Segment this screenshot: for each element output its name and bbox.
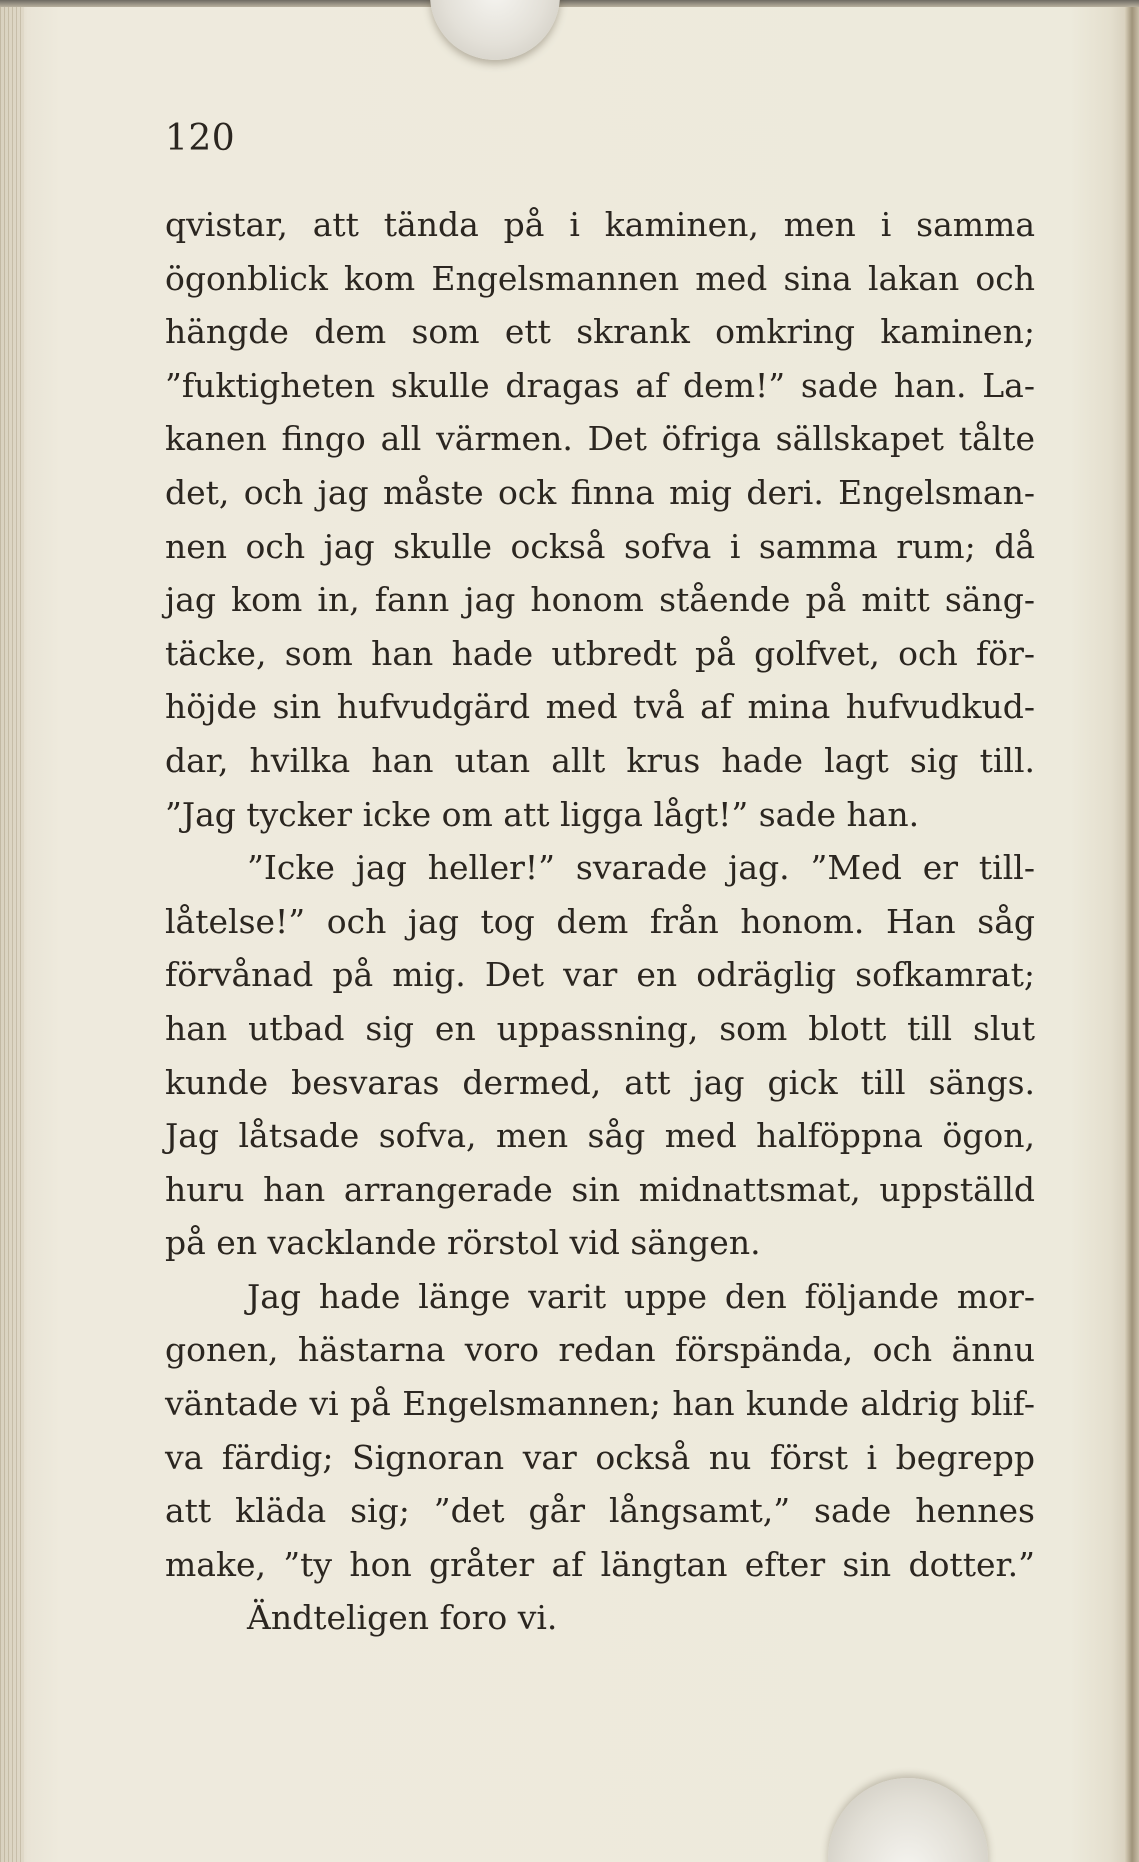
text-line: Jag hade länge varit uppe den följande mor- (247, 1276, 1035, 1316)
text-line: ”Icke jag heller!” svarade jag. ”Med er till- (247, 848, 1035, 888)
body-text (165, 198, 1035, 1645)
text-line: ögonblick kom Engelsmannen med sina lakan och (165, 258, 1035, 298)
text-line: nen och jag skulle också sofva i samma rum; då (165, 526, 1035, 566)
text-line: Jag låtsade sofva, men såg med halföppna ögon, (165, 1116, 1035, 1156)
text-line: make, ”ty hon gråter af längtan efter sin dotter.” (165, 1544, 1035, 1584)
text-line: ”fuktigheten skulle dragas af dem!” sade han. La- (165, 365, 1035, 405)
text-line: han utbad sig en uppassning, som blott till slut (165, 1008, 1035, 1048)
text-line: höjde sin hufvudgärd med två af mina hufvudkud- (165, 687, 1035, 727)
text-line: jag kom in, fann jag honom stående på mitt säng- (165, 580, 1035, 620)
text-line: kanen fingo all värmen. Det öfriga sällskapet tålte (165, 419, 1035, 459)
text-line: Ändteligen foro vi. (247, 1598, 558, 1638)
text-line: va färdig; Signoran var också nu först i begrepp (165, 1437, 1035, 1477)
book-spine-edge (0, 0, 24, 1862)
text-line: på en vacklande rörstol vid sängen. (165, 1223, 761, 1263)
top-clip (430, 0, 560, 60)
page-right-edge (1125, 0, 1139, 1862)
page-number: 120 (165, 118, 236, 159)
text-line: qvistar, att tända på i kaminen, men i samma (165, 205, 1035, 244)
bottom-clip (828, 1778, 988, 1862)
text-line: dar, hvilka han utan allt krus hade lagt sig till. (165, 740, 1035, 780)
text-line: att kläda sig; ”det går långsamt,” sade hennes (165, 1491, 1035, 1531)
text-line: täcke, som han hade utbredt på golfvet, och för- (165, 633, 1035, 673)
page-top-edge (0, 0, 1139, 7)
text-line: det, och jag måste ock finna mig deri. Engelsman- (165, 472, 1035, 512)
text-line: ”Jag tycker icke om att ligga lågt!” sade han. (165, 794, 920, 834)
text-line: väntade vi på Engelsmannen; han kunde aldrig blif- (165, 1384, 1035, 1424)
text-line: kunde besvaras dermed, att jag gick till sängs. (165, 1062, 1035, 1102)
text-line: gonen, hästarna voro redan förspända, och ännu (165, 1330, 1035, 1370)
text-line: förvånad på mig. Det var en odräglig sofkamrat; (165, 955, 1035, 995)
text-line: huru han arrangerade sin midnattsmat, uppställd (165, 1169, 1035, 1209)
text-line: låtelse!” och jag tog dem från honom. Han såg (165, 901, 1035, 941)
text-line: hängde dem som ett skrank omkring kaminen; (165, 312, 1035, 352)
